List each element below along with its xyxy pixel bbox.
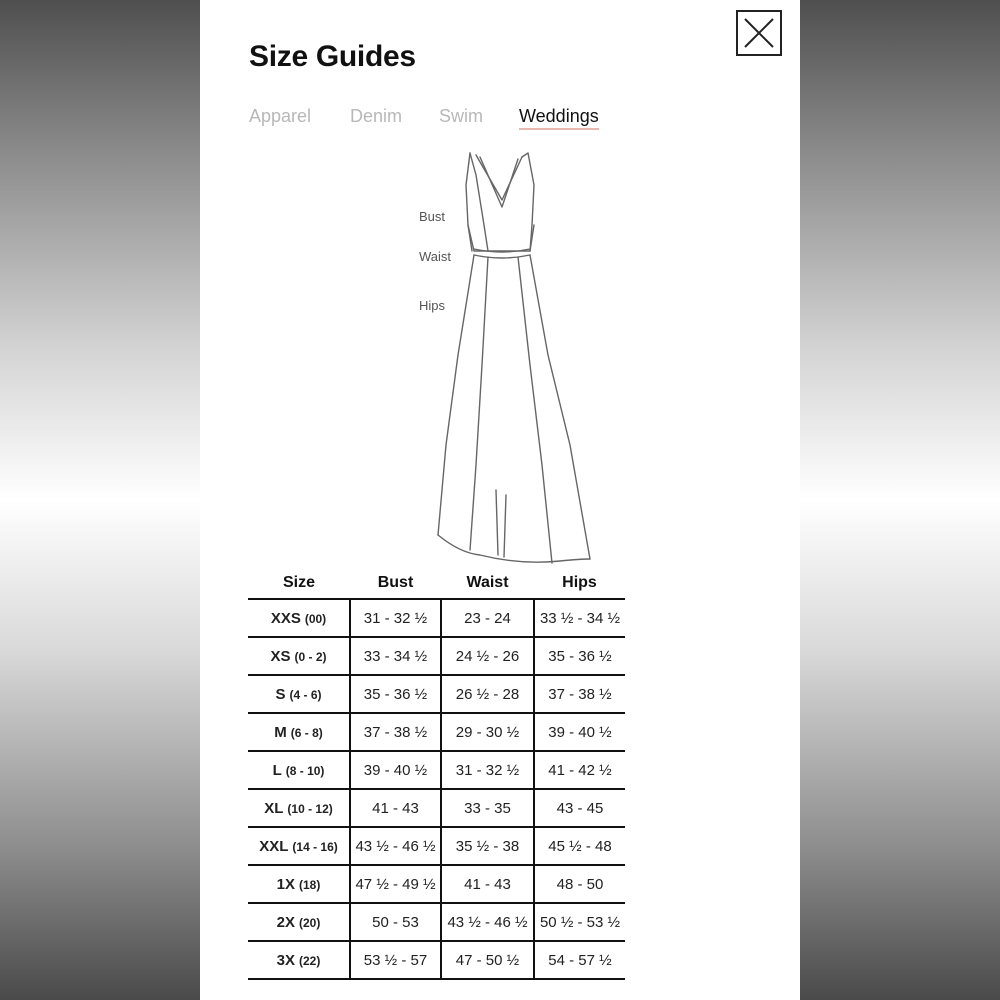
size-cell — [248, 827, 350, 865]
table-row — [248, 751, 625, 789]
size-code: (0 - 2) — [294, 649, 327, 664]
bust-cell: 33 - 34 ½ — [350, 637, 441, 675]
header-hips: Hips — [562, 574, 597, 591]
size-label: XXS — [270, 609, 301, 627]
size-code: (8 - 10) — [285, 763, 325, 778]
size-code: (18) — [299, 877, 321, 892]
size-label: XXL — [259, 837, 289, 855]
tab-swim[interactable]: Swim — [439, 106, 483, 126]
tab-weddings[interactable]: Weddings — [519, 106, 599, 130]
waist-cell: 31 - 32 ½ — [441, 751, 534, 789]
waist-cell: 47 - 50 ½ — [441, 941, 534, 979]
bust-cell: 50 - 53 — [350, 903, 441, 941]
table-row — [248, 903, 625, 941]
bust-cell: 53 ½ - 57 — [350, 941, 441, 979]
bust-cell: 35 - 36 ½ — [350, 675, 441, 713]
hips-cell: 33 ½ - 34 ½ — [534, 599, 625, 637]
size-cell — [248, 865, 350, 903]
header-bust: Bust — [377, 574, 414, 591]
size-label: XS — [270, 647, 291, 665]
waist-cell: 26 ½ - 28 — [441, 675, 534, 713]
hips-cell: 50 ½ - 53 ½ — [534, 903, 625, 941]
size-cell — [248, 713, 350, 751]
size-code: (6 - 8) — [290, 725, 323, 740]
header-size: Size — [282, 574, 315, 591]
waist-cell: 33 - 35 — [441, 789, 534, 827]
waist-cell: 29 - 30 ½ — [441, 713, 534, 751]
tab-apparel[interactable]: Apparel — [249, 106, 312, 126]
header-waist: Waist — [466, 574, 509, 591]
dress-icon — [200, 145, 800, 570]
hips-cell: 41 - 42 ½ — [534, 751, 625, 789]
table-row — [248, 637, 625, 675]
size-chart-table — [248, 568, 625, 980]
size-label: 2X — [276, 913, 295, 931]
table-row — [248, 789, 625, 827]
size-code: (14 - 16) — [292, 839, 338, 854]
hips-cell: 39 - 40 ½ — [534, 713, 625, 751]
size-code: (4 - 6) — [289, 687, 322, 702]
size-cell — [248, 637, 350, 675]
table-row — [248, 675, 625, 713]
bust-cell: 41 - 43 — [350, 789, 441, 827]
size-code: (22) — [299, 953, 321, 968]
bust-cell: 43 ½ - 46 ½ — [350, 827, 441, 865]
size-guide-modal — [200, 0, 800, 1000]
bust-cell: 31 - 32 ½ — [350, 599, 441, 637]
table-row — [248, 713, 625, 751]
waist-cell: 43 ½ - 46 ½ — [441, 903, 534, 941]
hips-cell: 45 ½ - 48 — [534, 827, 625, 865]
size-label: XL — [264, 799, 284, 817]
size-label: S — [275, 685, 286, 703]
table-row — [248, 599, 625, 637]
size-cell — [248, 751, 350, 789]
size-label: M — [274, 723, 287, 741]
tab-denim[interactable]: Denim — [350, 106, 403, 126]
close-icon — [738, 12, 780, 54]
waist-cell: 41 - 43 — [441, 865, 534, 903]
size-code: (20) — [299, 915, 321, 930]
size-label: 3X — [276, 951, 295, 969]
size-code: (00) — [304, 611, 327, 626]
waist-cell: 24 ½ - 26 — [441, 637, 534, 675]
table-row — [248, 865, 625, 903]
modal-title: Size Guides — [249, 40, 416, 73]
table-header-row — [248, 568, 625, 599]
size-cell — [248, 941, 350, 979]
waist-label: Waist — [419, 249, 452, 264]
dress-illustration — [200, 145, 800, 570]
bust-label: Bust — [419, 209, 446, 224]
hips-cell: 43 - 45 — [534, 789, 625, 827]
table-row — [248, 941, 625, 979]
close-button[interactable] — [736, 10, 782, 56]
size-cell — [248, 903, 350, 941]
size-cell — [248, 599, 350, 637]
size-table-body — [248, 599, 625, 979]
hips-cell: 37 - 38 ½ — [534, 675, 625, 713]
size-cell — [248, 675, 350, 713]
hips-cell: 54 - 57 ½ — [534, 941, 625, 979]
hips-cell: 35 - 36 ½ — [534, 637, 625, 675]
waist-cell: 35 ½ - 38 — [441, 827, 534, 865]
hips-cell: 48 - 50 — [534, 865, 625, 903]
waist-cell: 23 - 24 — [441, 599, 534, 637]
size-cell — [248, 789, 350, 827]
size-label: L — [272, 761, 282, 779]
bust-cell: 39 - 40 ½ — [350, 751, 441, 789]
table-row — [248, 827, 625, 865]
bust-cell: 47 ½ - 49 ½ — [350, 865, 441, 903]
bust-cell: 37 - 38 ½ — [350, 713, 441, 751]
size-code: (10 - 12) — [287, 801, 333, 816]
size-label: 1X — [276, 875, 295, 893]
hips-label: Hips — [419, 298, 446, 313]
